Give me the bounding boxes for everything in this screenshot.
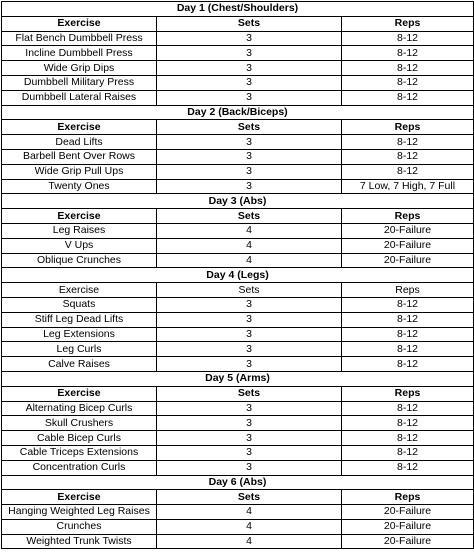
exercise-cell: Dead Lifts <box>2 135 157 150</box>
day-title-row <box>2 475 474 490</box>
sets-cell: 3 <box>157 61 342 76</box>
day-title: Day 3 (Abs) <box>2 194 474 209</box>
reps-cell: 20-Failure <box>342 238 474 253</box>
column-header-exercise: Exercise <box>2 490 157 505</box>
exercise-cell: Crunches <box>2 519 157 534</box>
column-header-sets: Sets <box>157 16 342 31</box>
day-title: Day 1 (Chest/Shoulders) <box>2 2 474 17</box>
exercise-cell: Wide Grip Pull Ups <box>2 164 157 179</box>
column-header-exercise: Exercise <box>2 386 157 401</box>
exercise-cell: Barbell Bent Over Rows <box>2 149 157 164</box>
table-row <box>2 460 474 475</box>
exercise-cell: Hanging Weighted Leg Raises <box>2 505 157 520</box>
sets-cell: 4 <box>157 238 342 253</box>
exercise-cell: Leg Curls <box>2 342 157 357</box>
sets-cell: 3 <box>157 164 342 179</box>
table-row <box>2 534 474 549</box>
exercise-cell: Concentration Curls <box>2 460 157 475</box>
workout-table-body <box>2 2 474 549</box>
reps-cell: 20-Failure <box>342 253 474 268</box>
reps-cell: 8-12 <box>342 460 474 475</box>
exercise-cell: Leg Raises <box>2 223 157 238</box>
reps-cell: 20-Failure <box>342 223 474 238</box>
sets-cell: 3 <box>157 416 342 431</box>
column-header-exercise: Exercise <box>2 16 157 31</box>
table-row <box>2 445 474 460</box>
sets-cell: 3 <box>157 445 342 460</box>
reps-cell: 8-12 <box>342 135 474 150</box>
table-row <box>2 505 474 520</box>
column-header-row <box>2 490 474 505</box>
reps-cell: 8-12 <box>342 164 474 179</box>
sets-cell: 3 <box>157 342 342 357</box>
reps-cell: 8-12 <box>342 416 474 431</box>
table-row <box>2 312 474 327</box>
reps-cell: 8-12 <box>342 445 474 460</box>
sets-cell: 3 <box>157 431 342 446</box>
table-row <box>2 401 474 416</box>
sets-cell: 4 <box>157 505 342 520</box>
day-title: Day 6 (Abs) <box>2 475 474 490</box>
table-row <box>2 238 474 253</box>
column-header-exercise: Exercise <box>2 120 157 135</box>
sets-cell: 3 <box>157 327 342 342</box>
column-header-row <box>2 283 474 298</box>
sets-cell: 3 <box>157 135 342 150</box>
day-title: Day 5 (Arms) <box>2 371 474 386</box>
sets-cell: 3 <box>157 297 342 312</box>
sets-cell: 3 <box>157 179 342 194</box>
reps-cell: 7 Low, 7 High, 7 Full <box>342 179 474 194</box>
exercise-cell: Squats <box>2 297 157 312</box>
exercise-cell: Cable Triceps Extensions <box>2 445 157 460</box>
day-title-row <box>2 2 474 17</box>
reps-cell: 20-Failure <box>342 534 474 549</box>
table-row <box>2 416 474 431</box>
exercise-cell: Stiff Leg Dead Lifts <box>2 312 157 327</box>
reps-cell: 8-12 <box>342 401 474 416</box>
exercise-cell: Skull Crushers <box>2 416 157 431</box>
reps-cell: 8-12 <box>342 149 474 164</box>
reps-cell: 8-12 <box>342 75 474 90</box>
table-row <box>2 297 474 312</box>
reps-cell: 8-12 <box>342 357 474 372</box>
reps-cell: 8-12 <box>342 61 474 76</box>
reps-cell: 8-12 <box>342 90 474 105</box>
table-row <box>2 135 474 150</box>
exercise-cell: Twenty Ones <box>2 179 157 194</box>
reps-cell: 8-12 <box>342 312 474 327</box>
day-title: Day 2 (Back/Biceps) <box>2 105 474 120</box>
column-header-row <box>2 120 474 135</box>
table-row <box>2 223 474 238</box>
column-header-row <box>2 16 474 31</box>
reps-cell: 8-12 <box>342 297 474 312</box>
exercise-cell: Dumbbell Lateral Raises <box>2 90 157 105</box>
sets-cell: 3 <box>157 90 342 105</box>
reps-cell: 8-12 <box>342 31 474 46</box>
exercise-cell: Cable Bicep Curls <box>2 431 157 446</box>
day-title-row <box>2 105 474 120</box>
column-header-sets: Sets <box>157 209 342 224</box>
sets-cell: 4 <box>157 253 342 268</box>
column-header-reps: Reps <box>342 386 474 401</box>
table-row <box>2 342 474 357</box>
sets-cell: 3 <box>157 312 342 327</box>
column-header-sets: Sets <box>157 386 342 401</box>
exercise-cell: Weighted Trunk Twists <box>2 534 157 549</box>
table-row <box>2 327 474 342</box>
exercise-cell: Leg Extensions <box>2 327 157 342</box>
column-header-reps: Reps <box>342 490 474 505</box>
exercise-cell: Dumbbell Military Press <box>2 75 157 90</box>
day-title-row <box>2 268 474 283</box>
sets-cell: 3 <box>157 149 342 164</box>
column-header-sets: Sets <box>157 283 342 298</box>
column-header-exercise: Exercise <box>2 209 157 224</box>
column-header-row <box>2 209 474 224</box>
reps-cell: 8-12 <box>342 342 474 357</box>
sets-cell: 3 <box>157 75 342 90</box>
column-header-reps: Reps <box>342 283 474 298</box>
table-row <box>2 90 474 105</box>
day-title: Day 4 (Legs) <box>2 268 474 283</box>
reps-cell: 20-Failure <box>342 505 474 520</box>
column-header-exercise: Exercise <box>2 283 157 298</box>
table-row <box>2 46 474 61</box>
reps-cell: 8-12 <box>342 327 474 342</box>
column-header-reps: Reps <box>342 209 474 224</box>
table-row <box>2 179 474 194</box>
sets-cell: 3 <box>157 357 342 372</box>
column-header-reps: Reps <box>342 16 474 31</box>
sets-cell: 3 <box>157 46 342 61</box>
sets-cell: 3 <box>157 401 342 416</box>
day-title-row <box>2 371 474 386</box>
reps-cell: 8-12 <box>342 46 474 61</box>
column-header-reps: Reps <box>342 120 474 135</box>
column-header-row <box>2 386 474 401</box>
workout-table <box>1 1 474 549</box>
sets-cell: 4 <box>157 519 342 534</box>
exercise-cell: Oblique Crunches <box>2 253 157 268</box>
table-row <box>2 75 474 90</box>
sets-cell: 3 <box>157 460 342 475</box>
sets-cell: 3 <box>157 31 342 46</box>
reps-cell: 20-Failure <box>342 519 474 534</box>
exercise-cell: Flat Bench Dumbbell Press <box>2 31 157 46</box>
table-row <box>2 31 474 46</box>
table-row <box>2 431 474 446</box>
exercise-cell: Alternating Bicep Curls <box>2 401 157 416</box>
day-title-row <box>2 194 474 209</box>
exercise-cell: Calve Raises <box>2 357 157 372</box>
exercise-cell: Incline Dumbbell Press <box>2 46 157 61</box>
table-row <box>2 164 474 179</box>
table-row <box>2 61 474 76</box>
reps-cell: 8-12 <box>342 431 474 446</box>
table-row <box>2 149 474 164</box>
sets-cell: 4 <box>157 223 342 238</box>
table-row <box>2 519 474 534</box>
exercise-cell: V Ups <box>2 238 157 253</box>
column-header-sets: Sets <box>157 120 342 135</box>
exercise-cell: Wide Grip Dips <box>2 61 157 76</box>
column-header-sets: Sets <box>157 490 342 505</box>
sets-cell: 4 <box>157 534 342 549</box>
table-row <box>2 253 474 268</box>
table-row <box>2 357 474 372</box>
